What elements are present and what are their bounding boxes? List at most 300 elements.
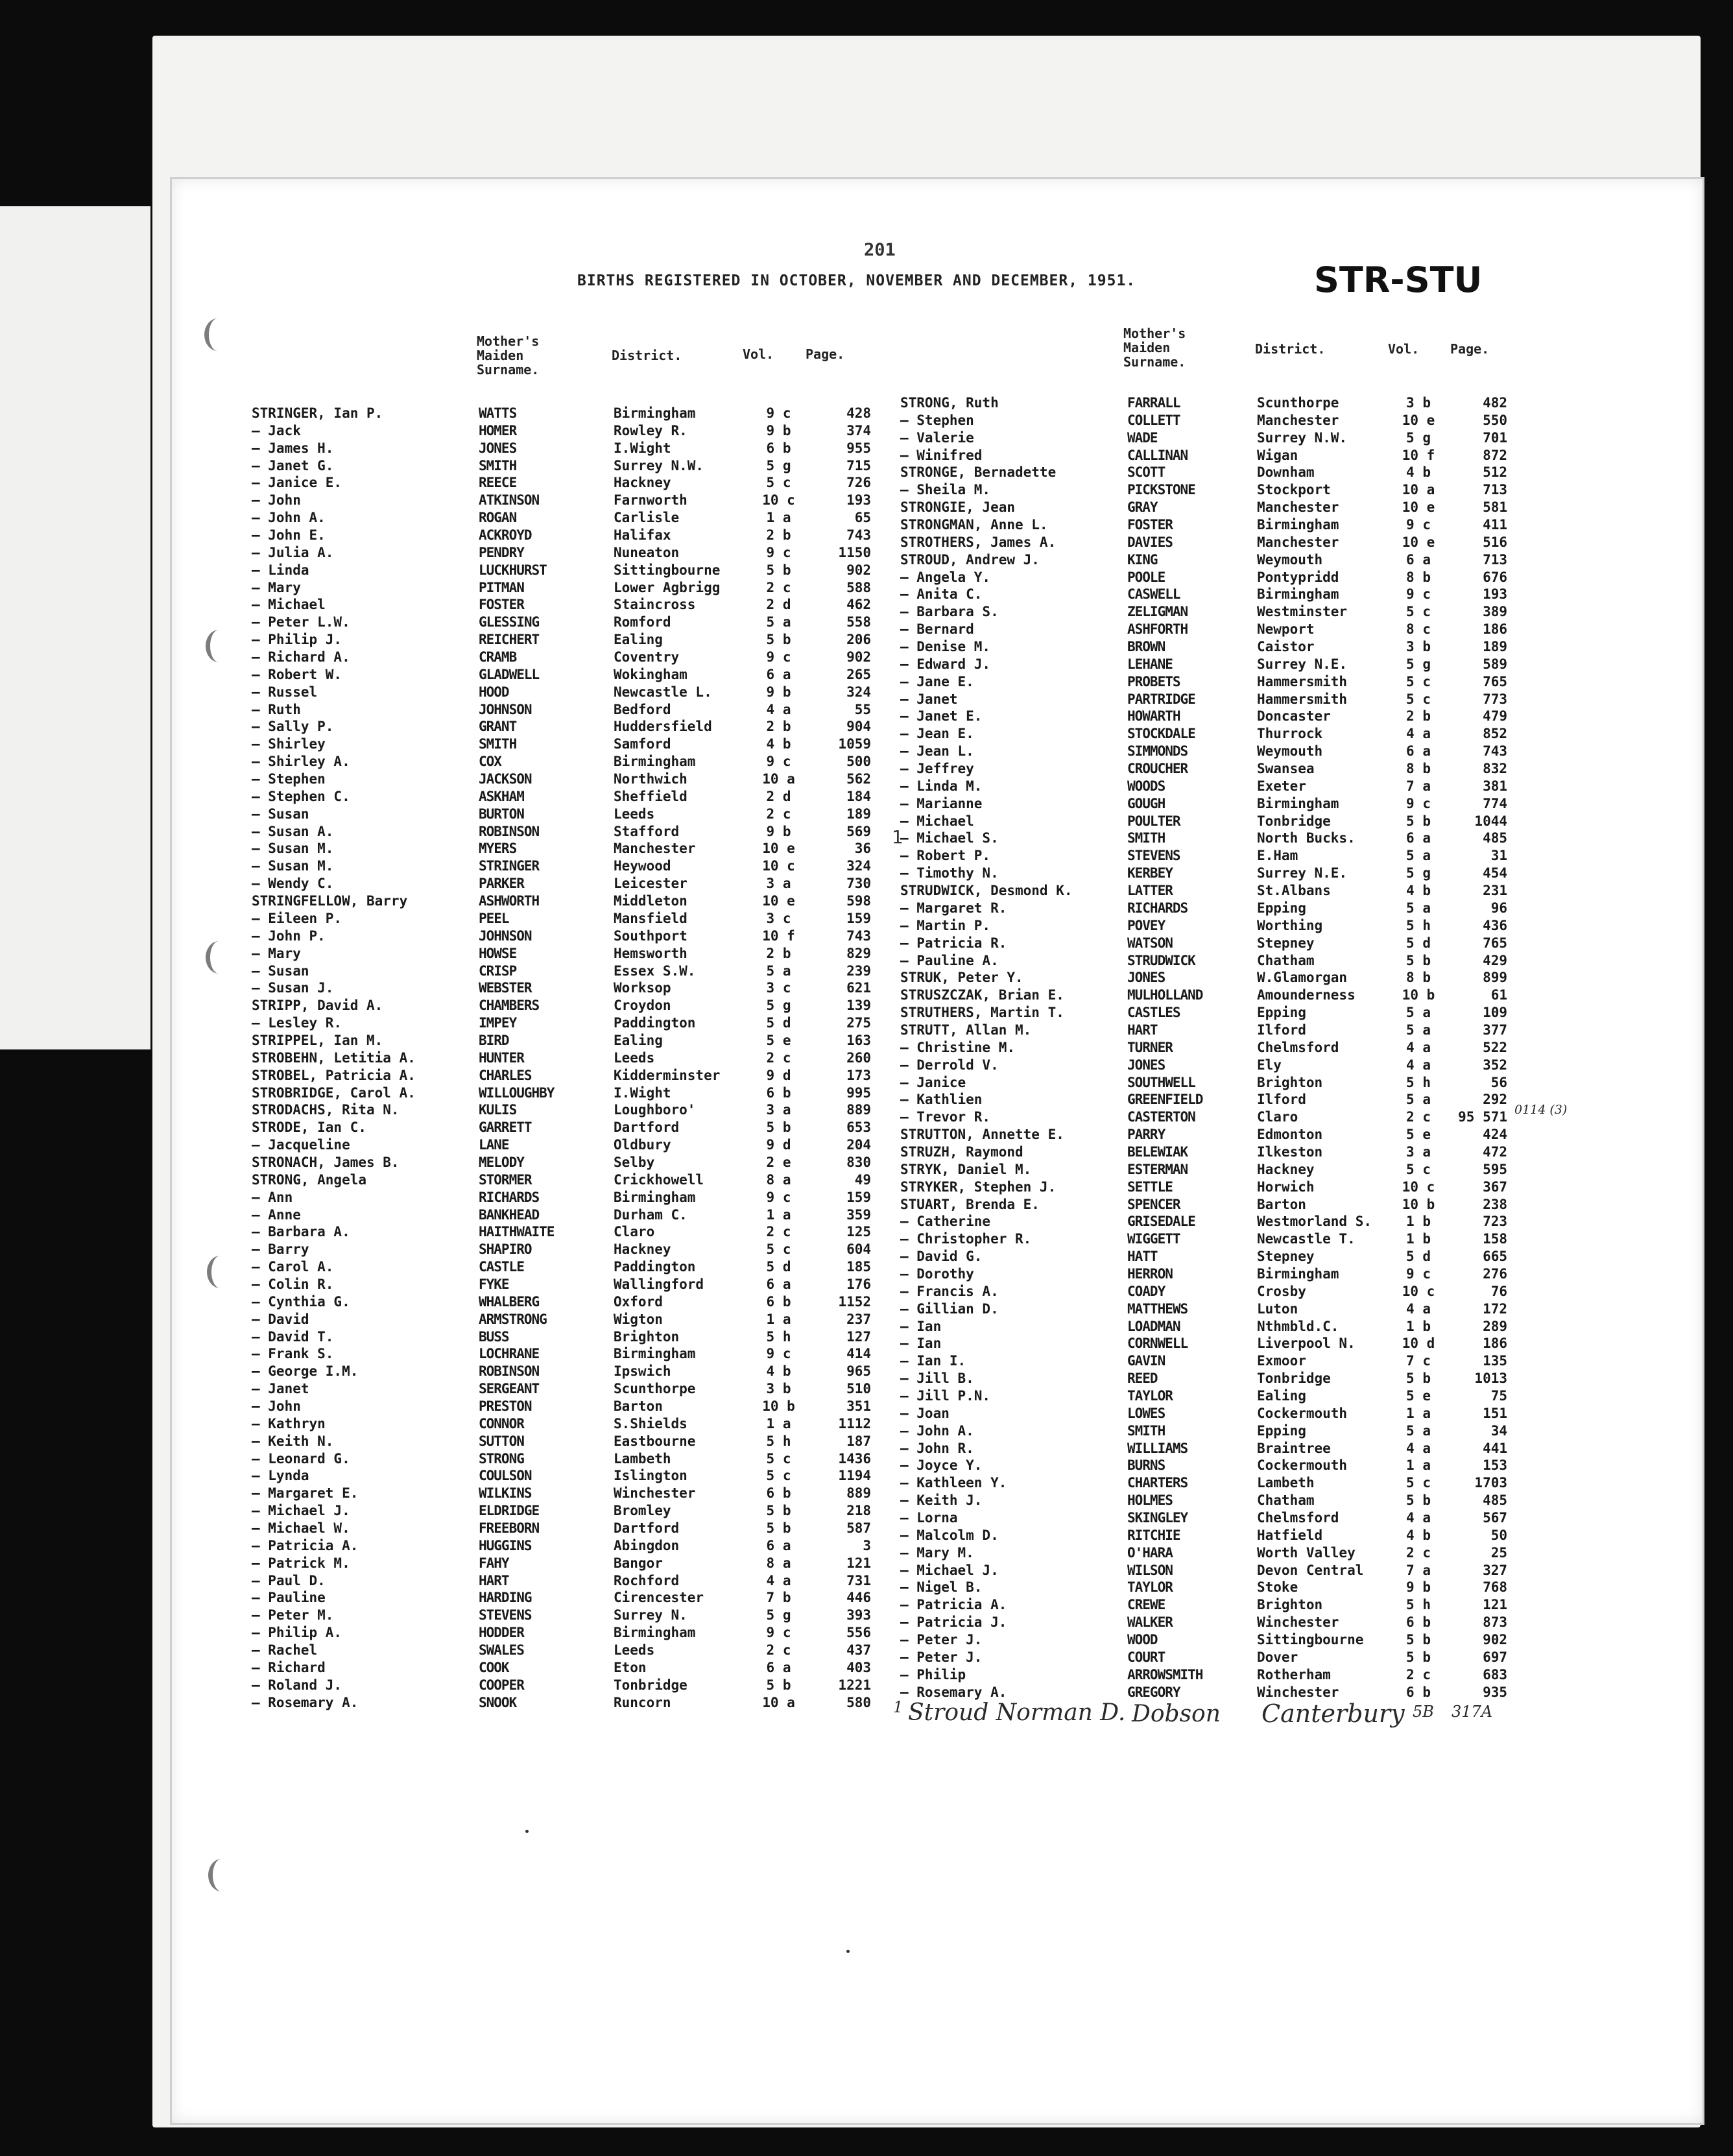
child-name: — Ian I. (900, 1353, 966, 1369)
child-name: STROUD, Andrew J. (900, 551, 1040, 568)
mother-maiden-surname: BIRD (479, 1032, 509, 1048)
mother-maiden-surname: PARRY (1127, 1127, 1165, 1143)
page-number: 485 (1483, 1492, 1507, 1509)
district: Birmingham (614, 1346, 696, 1362)
mother-maiden-surname: WHALBERG (479, 1293, 540, 1310)
volume: 10 c (762, 492, 795, 509)
district: Ilford (1257, 1022, 1306, 1038)
child-name: — Janice (900, 1074, 966, 1090)
child-name: STRONGIE, Jean (900, 499, 1016, 516)
page-number: 239 (846, 963, 871, 979)
mother-maiden-surname: SERGEANT (479, 1381, 540, 1397)
district: Doncaster (1257, 708, 1331, 725)
mother-maiden-surname: IMPEY (479, 1015, 517, 1031)
volume: 9 b (766, 422, 791, 438)
volume: 5 b (766, 1120, 791, 1136)
page-number: 96 (1490, 900, 1507, 916)
district: Tonbridge (1257, 1371, 1331, 1387)
child-name: — John A. (252, 510, 326, 526)
left-entry-row (252, 979, 878, 997)
mother-maiden-surname: POVEY (1127, 917, 1165, 933)
mother-maiden-surname: BUSS (479, 1328, 509, 1345)
left-entry-row (252, 1555, 878, 1572)
page-number: 995 (846, 1084, 871, 1101)
district: Surrey N.W. (614, 457, 704, 473)
page-number: 176 (846, 1276, 871, 1292)
mother-maiden-surname: COOPER (479, 1677, 524, 1693)
volume: 6 a (1406, 830, 1431, 846)
left-entry-row (252, 1014, 878, 1032)
left-entry-row (252, 910, 878, 928)
child-name: — Rachel (252, 1642, 318, 1659)
child-name: — Linda M. (900, 778, 983, 794)
right-entry-row (900, 516, 1510, 534)
volume: 1 b (1406, 1214, 1431, 1230)
volume: 5 b (766, 632, 791, 648)
district: Swansea (1257, 761, 1315, 777)
child-name: STRONG, Ruth (900, 395, 999, 411)
page-number: 965 (846, 1363, 871, 1380)
child-name: — Stephen (252, 771, 326, 787)
mother-maiden-surname: GAVIN (1127, 1353, 1165, 1369)
right-entry-row (900, 969, 1510, 987)
page-number: 550 (1483, 412, 1507, 428)
district: Devon Central (1257, 1562, 1364, 1578)
volume: 6 a (766, 1537, 791, 1553)
child-name: — Peter J. (900, 1649, 983, 1665)
page-number: 902 (846, 649, 871, 665)
page-number: 472 (1483, 1144, 1507, 1160)
page-number: 604 (846, 1241, 871, 1258)
district: Halifax (614, 527, 671, 544)
page-header: Page. (806, 346, 845, 362)
left-entry-row (252, 945, 878, 963)
mother-maiden-surname: PEEL (479, 910, 509, 926)
volume: 2 c (766, 806, 791, 822)
district: Manchester (1257, 499, 1339, 516)
volume: 2 c (766, 579, 791, 595)
dust-speck (846, 1950, 850, 1953)
child-name: — John E. (252, 527, 326, 544)
left-entry-row (252, 1171, 878, 1189)
child-name: STROBRIDGE, Carol A. (252, 1084, 416, 1101)
page-number: 159 (846, 910, 871, 926)
left-entry-row (252, 736, 878, 753)
mother-maiden-surname: HARDING (479, 1590, 532, 1606)
page-number: 589 (1483, 656, 1507, 672)
volume: 5 a (766, 963, 791, 979)
right-entry-row (900, 1614, 1510, 1631)
mother-maiden-surname: COADY (1127, 1283, 1165, 1299)
volume: 1 a (1406, 1405, 1431, 1421)
mother-maiden-surname: FARRALL (1127, 395, 1180, 411)
right-entry-row (900, 1196, 1510, 1214)
district: Surrey N.E. (1257, 656, 1348, 672)
volume: 4 a (766, 701, 791, 717)
child-name: — Michael (252, 597, 326, 613)
right-entry-row (900, 1440, 1510, 1457)
district: Hammersmith (1257, 673, 1348, 689)
child-name: — Philip A. (252, 1625, 342, 1641)
district: Surrey N.E. (1257, 865, 1348, 881)
mother-maiden-surname: CASTLE (479, 1259, 524, 1275)
page-number: 237 (846, 1311, 871, 1327)
left-entry-row (252, 492, 878, 509)
volume: 5 a (1406, 848, 1431, 864)
mother-maiden-surname: DAVIES (1127, 534, 1173, 550)
maiden-surname-header: Mother's Maiden Surname. (477, 333, 540, 377)
district: Heywood (614, 858, 671, 874)
page-number: 428 (846, 405, 871, 421)
district: Edmonton (1257, 1127, 1323, 1143)
volume: 2 c (1406, 1666, 1431, 1683)
left-entry-row (252, 753, 878, 771)
page-number: 238 (1483, 1196, 1507, 1212)
page-number: 276 (1483, 1265, 1507, 1282)
left-entry-row (252, 1136, 878, 1154)
left-entry-row (252, 718, 878, 736)
page-number: 163 (846, 1032, 871, 1048)
right-entry-row (900, 1179, 1510, 1196)
volume: 7 c (1406, 1353, 1431, 1369)
volume: 10 b (762, 1398, 795, 1414)
volume: 5 c (1406, 604, 1431, 620)
right-entry-row (900, 795, 1510, 813)
child-name: — Sheila M. (900, 482, 991, 498)
left-entry-row (252, 1223, 878, 1241)
left-entry-row (252, 1206, 878, 1224)
district: Paddington (614, 1259, 696, 1275)
district: Wigan (1257, 447, 1298, 463)
district: Manchester (614, 841, 696, 857)
child-name: — Valerie (900, 429, 974, 446)
district: Amounderness (1257, 987, 1356, 1003)
page-number: 587 (846, 1520, 871, 1536)
mother-maiden-surname: LOCHRANE (479, 1346, 540, 1362)
district: Newcastle T. (1257, 1231, 1356, 1247)
left-entry-row (252, 997, 878, 1014)
mother-maiden-surname: WEBSTER (479, 980, 532, 996)
mother-maiden-surname: GLESSING (479, 614, 540, 630)
left-entry-row (252, 596, 878, 614)
volume: 9 c (766, 544, 791, 560)
volume: 5 a (1406, 1022, 1431, 1038)
district: Mansfield (614, 910, 687, 926)
district: Kidderminster (614, 1067, 721, 1083)
left-entry-row (252, 631, 878, 649)
child-name: — Nigel B. (900, 1579, 983, 1596)
page-number: 55 (854, 701, 871, 717)
page-number: 446 (846, 1590, 871, 1606)
mother-maiden-surname: HUNTER (479, 1049, 524, 1066)
district: Stoke (1257, 1579, 1298, 1596)
district: Surrey N. (614, 1607, 687, 1623)
volume: 9 c (766, 649, 791, 665)
mother-maiden-surname: GRAY (1127, 499, 1158, 516)
page-number: 403 (846, 1659, 871, 1675)
child-name: — Denise M. (900, 639, 991, 655)
child-name: — Rosemary A. (900, 1684, 1007, 1700)
page-number: 377 (1483, 1022, 1507, 1038)
volume: 4 b (766, 736, 791, 752)
right-entry-row (900, 534, 1510, 551)
child-name: — Jane E. (900, 673, 974, 689)
page-number: 352 (1483, 1057, 1507, 1073)
child-name: — Peter L.W. (252, 614, 350, 630)
district: Cockermouth (1257, 1457, 1348, 1474)
volume: 5 c (1406, 691, 1431, 707)
volume: 3 b (1406, 639, 1431, 655)
right-entry-row (900, 882, 1510, 900)
mother-maiden-surname: FREEBORN (479, 1520, 540, 1536)
child-name: — Philip (900, 1666, 966, 1683)
page-number: 621 (846, 980, 871, 996)
mother-maiden-surname: RICHARDS (1127, 900, 1188, 916)
page-number: 414 (846, 1346, 871, 1362)
volume: 9 c (766, 1625, 791, 1641)
mother-maiden-surname: COOK (479, 1659, 509, 1675)
child-name: — Ruth (252, 701, 301, 717)
district: Dartford (614, 1120, 680, 1136)
child-name: — Dorothy (900, 1265, 974, 1282)
district: Ealing (614, 632, 663, 648)
district: Ely (1257, 1057, 1282, 1073)
child-name: — Kathryn (252, 1415, 326, 1431)
child-name: — Richard (252, 1659, 326, 1675)
district: Cirencester (614, 1590, 704, 1606)
page-title: BIRTHS REGISTERED IN OCTOBER, NOVEMBER AND DECEMBER, 1951. (577, 272, 1136, 289)
volume: 5 c (766, 475, 791, 491)
right-entry-row (900, 1004, 1510, 1022)
mother-maiden-surname: SIMMONDS (1127, 743, 1188, 760)
punch-hole (206, 941, 232, 974)
page-number: 186 (1483, 621, 1507, 638)
volume: 8 c (1406, 621, 1431, 638)
district: Hammersmith (1257, 691, 1348, 707)
mother-maiden-surname: REED (1127, 1371, 1158, 1387)
mother-maiden-surname: ASHWORTH (479, 893, 540, 909)
mother-maiden-surname: PITMAN (479, 579, 524, 595)
page-number: 512 (1483, 464, 1507, 481)
right-entry-list (900, 394, 1510, 1701)
page-number: 697 (1483, 1649, 1507, 1665)
child-name: — Russel (252, 684, 318, 700)
page-number: 127 (846, 1328, 871, 1345)
child-name: — Leonard G. (252, 1450, 350, 1467)
volume: 4 a (1406, 1300, 1431, 1317)
mother-maiden-surname: STORMER (479, 1171, 532, 1188)
page-number: 50 (1490, 1527, 1507, 1543)
child-name: — Michael J. (900, 1562, 999, 1578)
page-number: 275 (846, 1015, 871, 1031)
child-name: — Robert P. (900, 848, 991, 864)
district: Durham C. (614, 1206, 687, 1223)
child-name: — Jill B. (900, 1371, 974, 1387)
page-number: 852 (1483, 726, 1507, 742)
mother-maiden-surname: BURTON (479, 806, 524, 822)
mother-maiden-surname: LOADMAN (1127, 1318, 1180, 1334)
mother-maiden-surname: ASHFORTH (1127, 621, 1188, 638)
mother-maiden-surname: LOWES (1127, 1405, 1165, 1421)
district: Cockermouth (1257, 1405, 1348, 1421)
right-entry-row (900, 952, 1510, 970)
volume: 5 g (1406, 865, 1431, 881)
mother-maiden-surname: FAHY (479, 1555, 509, 1571)
volume: 10 c (762, 858, 795, 874)
mother-maiden-surname: JONES (1127, 1057, 1165, 1073)
mother-maiden-surname: HATT (1127, 1249, 1158, 1265)
volume: 5 a (1406, 1092, 1431, 1108)
district: E.Ham (1257, 848, 1298, 864)
left-entry-row (252, 666, 878, 684)
district: W.Glamorgan (1257, 970, 1348, 986)
district: Hatfield (1257, 1527, 1323, 1543)
volume: 9 c (766, 405, 791, 421)
page-number: 135 (1483, 1353, 1507, 1369)
district: Leeds (614, 1049, 655, 1066)
volume: 5 b (766, 1520, 791, 1536)
district: Birmingham (1257, 586, 1339, 603)
mother-maiden-surname: PARKER (479, 876, 524, 892)
volume: 10 e (1402, 412, 1435, 428)
page-number: 389 (1483, 604, 1507, 620)
page-number: 713 (1483, 482, 1507, 498)
district: Islington (614, 1468, 687, 1484)
district: Eastbourne (614, 1433, 696, 1449)
left-entry-row (252, 614, 878, 631)
district: Braintree (1257, 1440, 1331, 1456)
page-number: 289 (1483, 1318, 1507, 1334)
page-number: 935 (1483, 1684, 1507, 1700)
child-name: — Lesley R. (252, 1015, 342, 1031)
volume: 3 a (766, 876, 791, 892)
page-number: 899 (1483, 970, 1507, 986)
volume: 10 b (1402, 987, 1435, 1003)
child-name: STRUSZCZAK, Brian E. (900, 987, 1064, 1003)
right-entry-row (900, 673, 1510, 691)
page-number: 436 (1483, 917, 1507, 933)
volume: 5 c (766, 1450, 791, 1467)
district: Chatham (1257, 1492, 1315, 1509)
right-entry-row (900, 394, 1510, 412)
right-entry-row (900, 621, 1510, 638)
right-entry-row (900, 1057, 1510, 1074)
page-number: 31 (1490, 848, 1507, 864)
district: I.Wight (614, 440, 671, 456)
district: St.Albans (1257, 883, 1331, 899)
right-entry-row (900, 725, 1510, 743)
mother-maiden-surname: WATSON (1127, 935, 1173, 951)
page-number: 1150 (838, 544, 871, 560)
child-name: — John R. (900, 1440, 974, 1456)
child-name: — Stephen C. (252, 788, 350, 804)
page-number: 581 (1483, 499, 1507, 516)
volume: 10 e (762, 893, 795, 909)
mother-maiden-surname: GARRETT (479, 1120, 532, 1136)
handwritten-entry-maiden: Dobson (1132, 1701, 1221, 1727)
volume: 5 h (1406, 917, 1431, 933)
page-number: 567 (1483, 1510, 1507, 1526)
child-name: — Eileen P. (252, 910, 342, 926)
child-name: — Margaret R. (900, 900, 1007, 916)
child-name: — Martin P. (900, 917, 991, 933)
child-name: — David T. (252, 1328, 334, 1345)
volume: 5 b (1406, 1632, 1431, 1648)
mother-maiden-surname: CHAMBERS (479, 998, 540, 1014)
right-entry-row (900, 1283, 1510, 1300)
mother-maiden-surname: PRESTON (479, 1398, 532, 1414)
page-number: 159 (846, 1189, 871, 1205)
mother-maiden-surname: BROWN (1127, 639, 1165, 655)
punch-hole (204, 318, 231, 351)
page-number: 204 (846, 1137, 871, 1153)
volume: 6 a (766, 1276, 791, 1292)
child-name: — Peter J. (900, 1632, 983, 1648)
page-number: 393 (846, 1607, 871, 1623)
right-entry-row (900, 1022, 1510, 1039)
volume: 5 d (766, 1015, 791, 1031)
child-name: STROBEHN, Letitia A. (252, 1049, 416, 1066)
child-name: STROTHERS, James A. (900, 534, 1057, 550)
child-name: — Michael S. (900, 830, 999, 846)
page-number: 374 (846, 422, 871, 438)
page-number: 731 (846, 1572, 871, 1588)
district: Selby (614, 1154, 655, 1170)
mother-maiden-surname: STRINGER (479, 858, 540, 874)
mother-maiden-surname: STEVENS (479, 1607, 532, 1623)
right-entry-row (900, 1248, 1510, 1265)
left-entry-row (252, 1049, 878, 1067)
district: Hackney (614, 1241, 671, 1258)
mother-maiden-surname: CORNWELL (1127, 1336, 1188, 1352)
volume: 2 c (1406, 1109, 1431, 1125)
volume: 6 b (766, 1084, 791, 1101)
page-number: 595 (1483, 1161, 1507, 1177)
mother-maiden-surname: ARMSTRONG (479, 1311, 547, 1327)
page-number: 121 (1483, 1597, 1507, 1613)
page-number: 292 (1483, 1092, 1507, 1108)
mother-maiden-surname: CRISP (479, 963, 517, 979)
volume: 4 a (1406, 1039, 1431, 1055)
mother-maiden-surname: HODDER (479, 1625, 524, 1641)
page-header-right: Page. (1450, 341, 1490, 357)
left-entry-row (252, 701, 878, 719)
handwritten-entry-vol: 5B (1413, 1703, 1434, 1721)
page-number: 76 (1490, 1283, 1507, 1299)
mother-maiden-surname: ATKINSON (479, 492, 540, 509)
mother-maiden-surname: PENDRY (479, 544, 524, 560)
volume: 4 b (1406, 883, 1431, 899)
mother-maiden-surname: HOWSE (479, 945, 517, 961)
mother-maiden-surname: SWALES (479, 1642, 524, 1659)
district: Brighton (1257, 1597, 1323, 1613)
volume: 5 b (766, 1503, 791, 1519)
child-name: — Christine M. (900, 1039, 1016, 1055)
page-number: 206 (846, 632, 871, 648)
left-entry-row (252, 1694, 878, 1712)
district: Leeds (614, 806, 655, 822)
right-entry-row (900, 429, 1510, 447)
page-number: 482 (1483, 395, 1507, 411)
child-name: — Ian (900, 1318, 942, 1334)
left-entry-row (252, 649, 878, 666)
page-number: 723 (1483, 1214, 1507, 1230)
page-number: 367 (1483, 1179, 1507, 1195)
left-entry-row (252, 509, 878, 527)
child-name: — Mary M. (900, 1544, 974, 1561)
page-number: 773 (1483, 691, 1507, 707)
page-number: 765 (1483, 673, 1507, 689)
